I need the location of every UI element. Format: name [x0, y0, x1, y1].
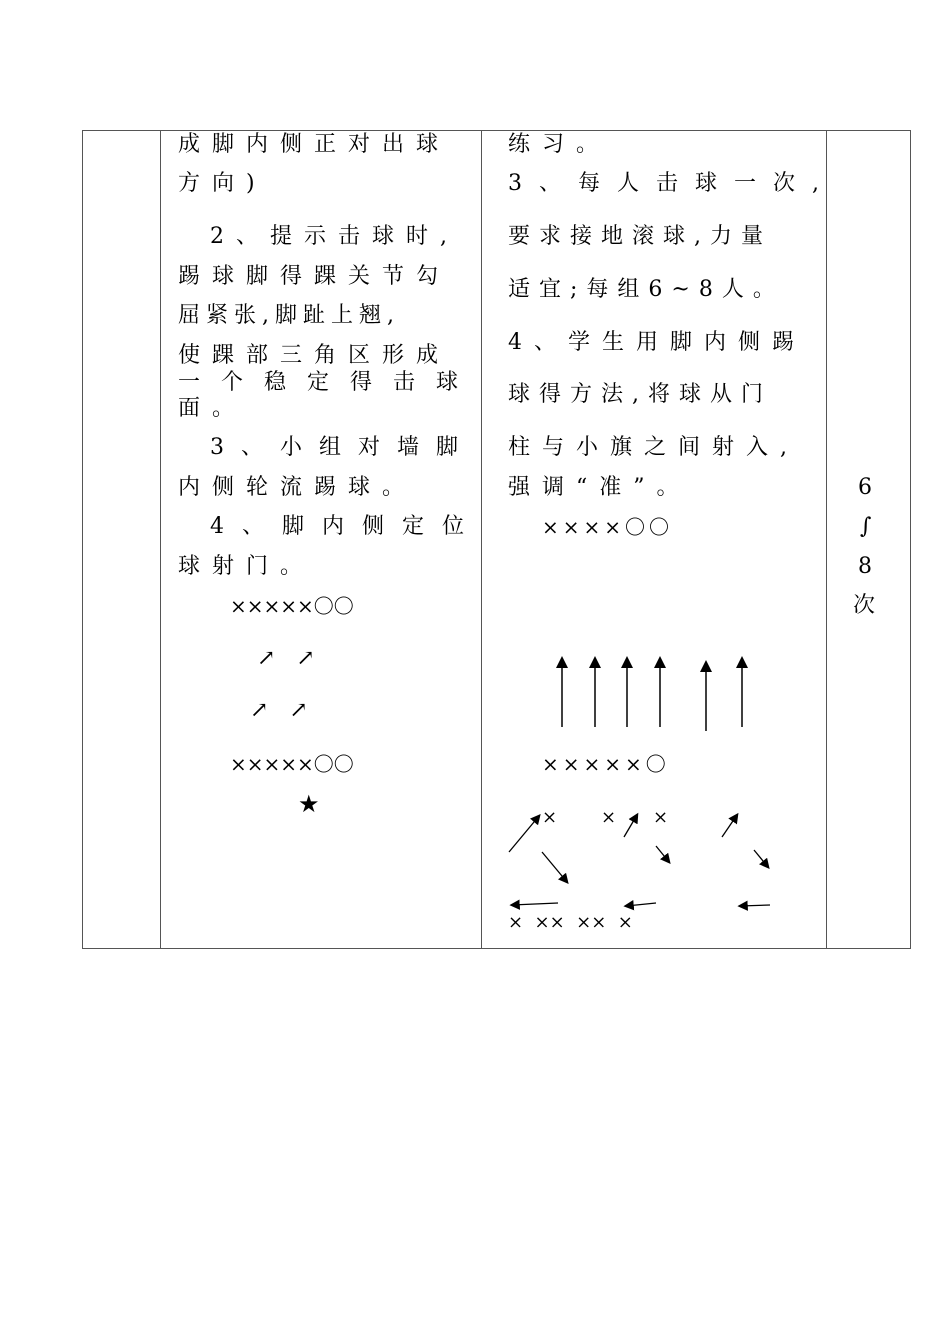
pass-arrow: [754, 850, 768, 867]
text-line: 面。: [178, 396, 247, 421]
text-line: 内侧轮流踢球。: [178, 475, 417, 500]
text-line: 球射门。: [178, 554, 315, 579]
player-mark: ×: [601, 807, 617, 828]
text-line: 练习。: [508, 132, 611, 157]
text-line: 屈紧张,脚趾上翘,: [178, 303, 400, 328]
text-line: 4、脚内侧定位: [210, 514, 482, 539]
text-line: 成脚内侧正对出球: [178, 132, 451, 157]
formation-diagram-top: ×××××〇〇: [230, 594, 354, 618]
text-line: 3、小组对墙脚: [210, 435, 475, 460]
star-icon: ★: [298, 790, 320, 818]
text-line: 要求接地滚球,力量: [508, 224, 772, 249]
text-line: 适宜;每组6~8人。: [508, 277, 784, 302]
text-line: 4、学生用脚内侧踢: [508, 330, 806, 355]
text-line: 柱与小旗之间射入,: [508, 435, 799, 460]
pass-arrow: [512, 903, 558, 905]
pass-arrow: [624, 815, 637, 837]
pass-arrow: [656, 846, 669, 862]
arrow-row: ↗ ↗: [250, 698, 308, 723]
player-mark: ×: [653, 807, 669, 828]
formation-diagram-bottom: ×××××〇〇: [230, 752, 354, 776]
count-min: 6: [858, 475, 872, 500]
text-line: 方向): [178, 171, 267, 196]
count-max: 8: [858, 554, 872, 579]
text-line: 强调“准”。: [508, 475, 691, 500]
text-line: 2、提示击球时,: [210, 224, 459, 249]
text-line: 一个稳定得击球: [178, 370, 480, 395]
player-mark: ×: [542, 807, 558, 828]
pass-arrow: [509, 816, 539, 852]
formation-diagram-top: ××××〇〇: [542, 515, 674, 539]
formation-diagram-bottom: × ×× ×× ×: [508, 912, 633, 933]
count-unit: 次: [853, 593, 876, 618]
text-line: 使踝部三角区形成: [178, 343, 451, 368]
text-line: 3、每人击球一次,: [508, 171, 836, 196]
arrow-row: ↗ ↗: [257, 646, 315, 671]
count-separator: ∫: [860, 514, 872, 539]
pass-arrow: [626, 903, 656, 906]
pass-arrow: [722, 815, 737, 837]
text-line: 球得方法,将球从门: [508, 382, 772, 407]
pass-arrow: [542, 852, 567, 882]
pass-arrow: [740, 905, 770, 906]
text-line: 踢球脚得踝关节勾: [178, 264, 451, 289]
formation-diagram-middle: ×××××〇: [542, 752, 670, 776]
